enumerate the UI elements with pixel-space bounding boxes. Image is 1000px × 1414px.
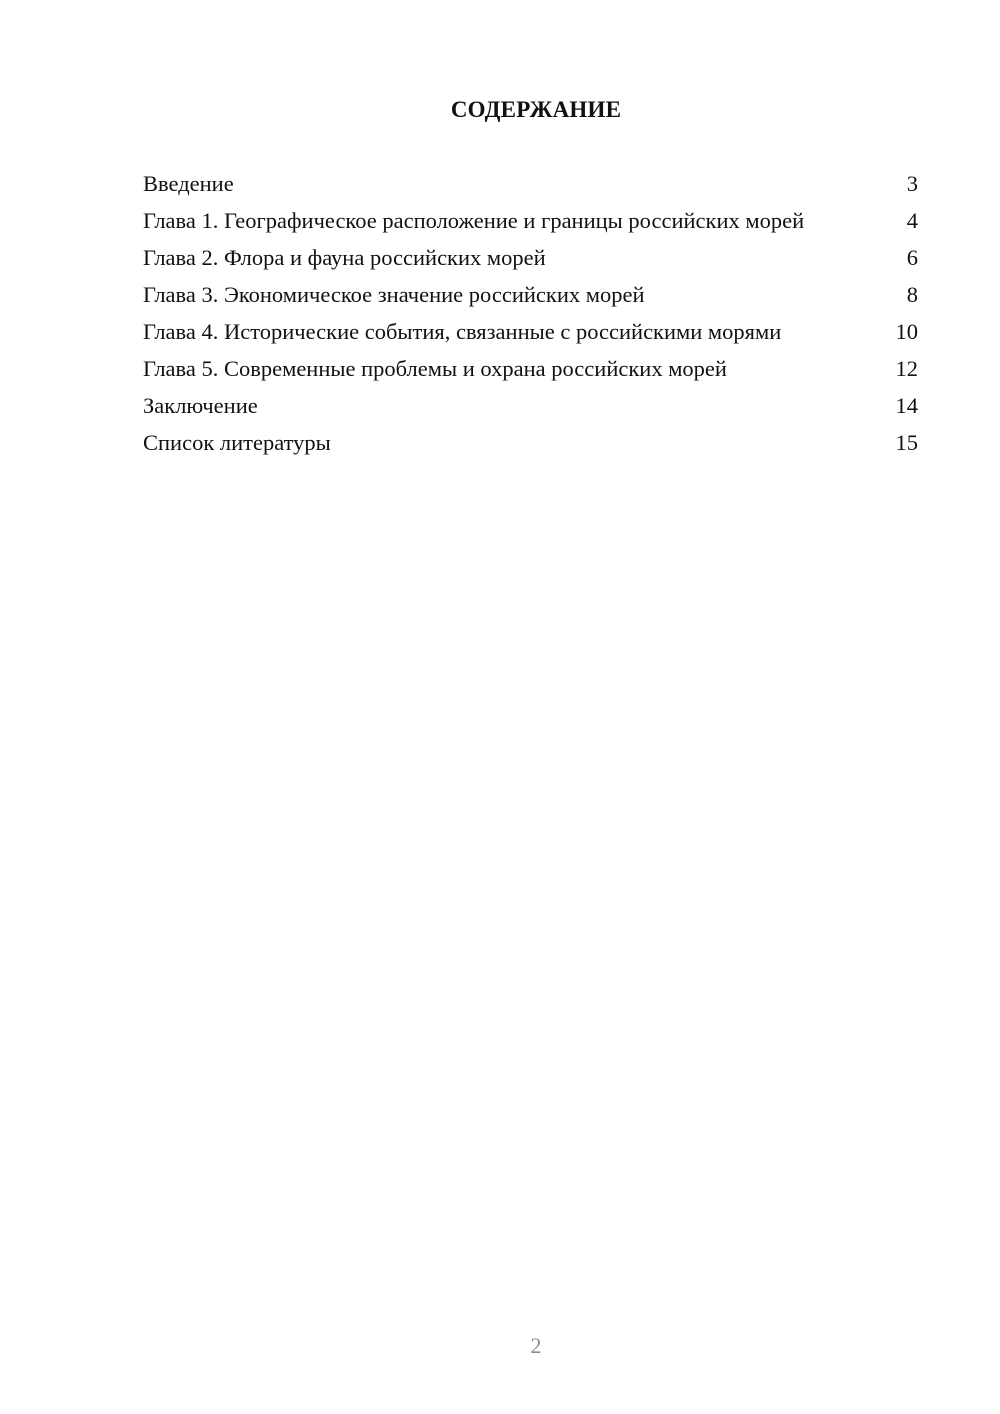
toc-entry-text: Глава 4. Исторические события, связанные с российскими морями bbox=[143, 319, 782, 344]
toc-entry bbox=[143, 318, 918, 345]
toc-entry-page: 14 bbox=[895, 393, 918, 418]
toc-entry bbox=[143, 392, 918, 419]
toc-entry-text: Заключение bbox=[143, 393, 258, 418]
toc-title: СОДЕРЖАНИЕ bbox=[450, 97, 622, 122]
toc-entry-text: Глава 5. Современные проблемы и охрана российских морей bbox=[143, 356, 727, 381]
toc-entry-text: Глава 2. Флора и фауна российских морей bbox=[143, 245, 546, 270]
toc-entry-text: Список литературы bbox=[143, 430, 331, 455]
page-number: 2 bbox=[530, 1333, 542, 1358]
toc-entry bbox=[143, 207, 918, 234]
toc-entry-text: Глава 3. Экономическое значение российских морей bbox=[143, 282, 645, 307]
toc-entry bbox=[143, 170, 918, 197]
toc-entry-page: 8 bbox=[906, 282, 918, 307]
toc-entry-page: 12 bbox=[895, 356, 918, 381]
toc-entry-text: Введение bbox=[143, 171, 234, 196]
toc-entry bbox=[143, 281, 918, 308]
table-of-contents bbox=[143, 170, 918, 466]
toc-entry-page: 15 bbox=[895, 430, 918, 455]
toc-entry-page: 10 bbox=[895, 319, 918, 344]
toc-entry-page: 6 bbox=[906, 245, 918, 270]
toc-entry-page: 3 bbox=[906, 171, 918, 196]
toc-entry-page: 4 bbox=[906, 208, 918, 233]
toc-entry bbox=[143, 355, 918, 382]
toc-entry bbox=[143, 244, 918, 271]
toc-entry bbox=[143, 429, 918, 456]
toc-entry-text: Глава 1. Географическое расположение и границы российских морей bbox=[143, 208, 805, 233]
